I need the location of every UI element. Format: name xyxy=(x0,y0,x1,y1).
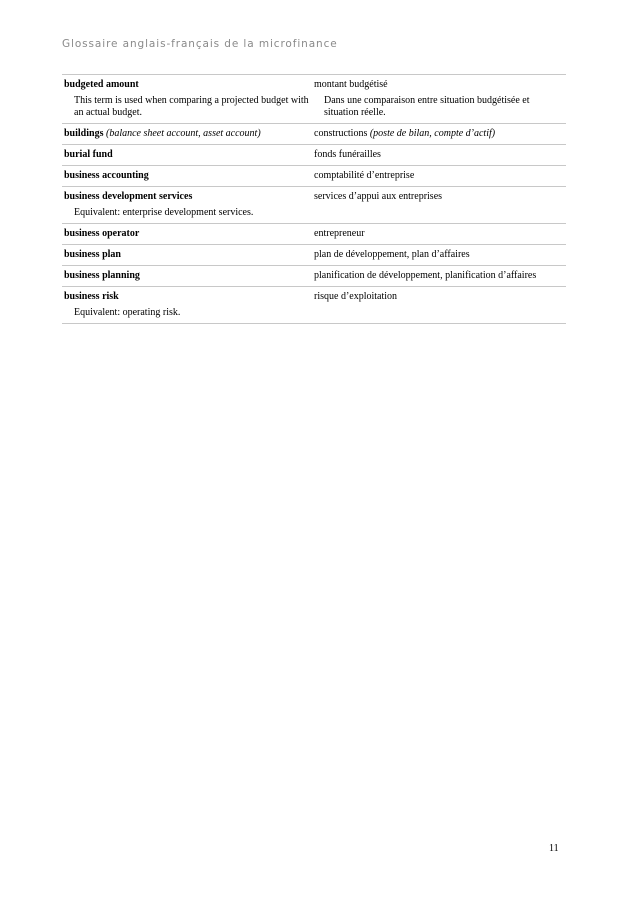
french-cell xyxy=(312,75,566,124)
glossary-row xyxy=(62,145,566,166)
french-term: services d’appui aux entreprises xyxy=(314,191,443,202)
french-term: risque d’exploitation xyxy=(314,291,398,302)
page-number: 11 xyxy=(549,843,559,854)
glossary-row xyxy=(62,187,566,224)
glossary-row xyxy=(62,166,566,187)
french-term: fonds funérailles xyxy=(314,149,381,160)
french-cell xyxy=(312,145,566,166)
glossary-row xyxy=(62,245,566,266)
french-term: planification de développement, planification d’affaires xyxy=(314,270,537,281)
english-term: business operator xyxy=(64,228,140,239)
english-cell xyxy=(62,124,312,145)
glossary-row xyxy=(62,287,566,324)
english-cell xyxy=(62,245,312,266)
french-term: plan de développement, plan d’affaires xyxy=(314,249,470,260)
french-term: comptabilité d’entreprise xyxy=(314,170,415,181)
english-cell xyxy=(62,287,312,324)
english-description: This term is used when comparing a projected budget with an actual budget. xyxy=(74,95,309,118)
french-cell xyxy=(312,124,566,145)
english-cell xyxy=(62,224,312,245)
french-cell xyxy=(312,266,566,287)
english-term: business plan xyxy=(64,249,121,260)
glossary-row xyxy=(62,224,566,245)
english-term: business planning xyxy=(64,270,140,281)
english-term: business accounting xyxy=(64,170,149,181)
glossary-row xyxy=(62,75,566,124)
running-header: Glossaire anglais-français de la microfinance xyxy=(62,38,338,50)
french-cell xyxy=(312,245,566,266)
english-term: budgeted amount xyxy=(64,79,139,90)
french-term: constructions xyxy=(314,128,368,139)
english-description: Equivalent: enterprise development services. xyxy=(74,207,254,218)
french-cell xyxy=(312,224,566,245)
english-term: business development services xyxy=(64,191,193,202)
french-term: montant budgétisé xyxy=(314,79,388,90)
english-term: business risk xyxy=(64,291,119,302)
french-cell xyxy=(312,166,566,187)
english-cell xyxy=(62,166,312,187)
english-term: buildings xyxy=(64,128,104,139)
french-description: Dans une comparaison entre situation budgétisée et situation réelle. xyxy=(324,95,530,118)
english-qualifier: (balance sheet account, asset account) xyxy=(105,128,261,139)
glossary-table xyxy=(62,74,566,324)
glossary-row xyxy=(62,124,566,145)
english-cell xyxy=(62,75,312,124)
english-cell xyxy=(62,187,312,224)
french-qualifier: (poste de bilan, compte d’actif) xyxy=(369,128,496,139)
french-cell xyxy=(312,187,566,224)
french-cell xyxy=(312,287,566,324)
english-cell xyxy=(62,266,312,287)
french-term: entrepreneur xyxy=(314,228,365,239)
english-description: Equivalent: operating risk. xyxy=(74,307,181,318)
english-cell xyxy=(62,145,312,166)
glossary-row xyxy=(62,266,566,287)
english-term: burial fund xyxy=(64,149,113,160)
